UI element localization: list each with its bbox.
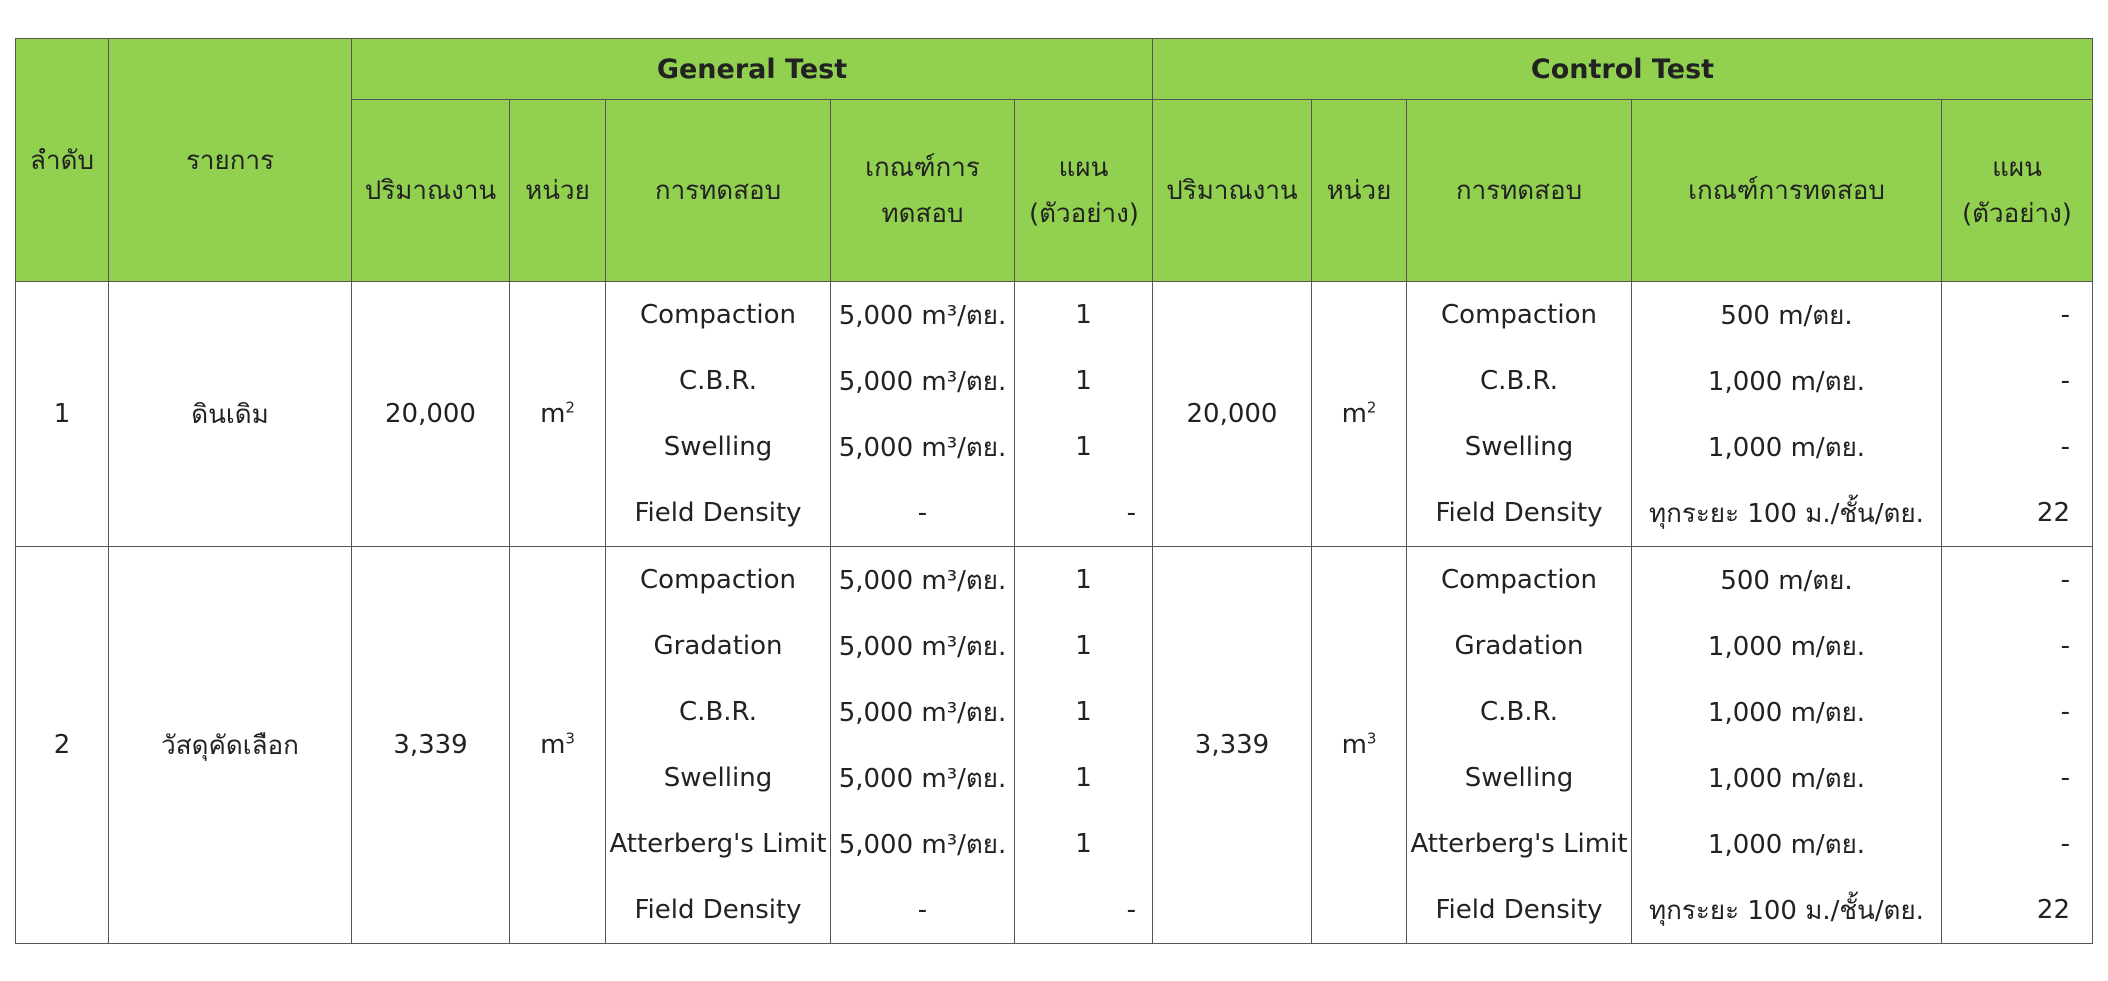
header-item: รายการ [109, 39, 352, 282]
c-criteria-entry: 500 m/ตย. [1720, 300, 1853, 331]
c-criteria-entry: 500 m/ตย. [1720, 565, 1853, 596]
c-test-entry: C.B.R. [1480, 697, 1558, 727]
c-test-entry: Swelling [1464, 432, 1574, 462]
header-c-quantity: ปริมาณงาน [1153, 100, 1312, 282]
unit-exponent: 2 [1366, 398, 1377, 417]
header-g-plan: แผน (ตัวอย่าง) [1015, 100, 1153, 282]
row-no: 2 [16, 547, 109, 944]
unit-base: m [1341, 399, 1367, 429]
c-unit [1312, 282, 1407, 547]
g-plan-entry: 1 [1075, 565, 1092, 595]
table-row [16, 547, 2093, 944]
g-criteria-entry: 5,000 m³/ตย. [838, 300, 1007, 331]
row-no: 1 [16, 282, 109, 547]
g-plan [1015, 282, 1153, 547]
g-quantity: 3,339 [352, 547, 510, 944]
g-unit [510, 282, 606, 547]
g-plan-entry: 1 [1075, 697, 1092, 727]
c-criteria-entry: 1,000 m/ตย. [1707, 697, 1866, 728]
c-criteria [1632, 282, 1942, 547]
c-criteria-entry: ทุกระยะ 100 ม./ชั้น/ตย. [1649, 895, 1924, 926]
g-test-entry: Field Density [634, 498, 802, 528]
c-test-entry: Field Density [1435, 895, 1603, 925]
g-test-entry: Swelling [663, 763, 773, 793]
unit-base: m [540, 730, 566, 760]
c-plan-entry: - [2060, 565, 2070, 595]
g-plan-entry: 1 [1075, 631, 1092, 661]
unit-exponent: 2 [565, 398, 575, 417]
c-quantity: 3,339 [1153, 547, 1312, 944]
header-c-criteria: เกณฑ์การทดสอบ [1632, 100, 1942, 282]
header-g-criteria: เกณฑ์การ ทดสอบ [831, 100, 1015, 282]
g-plan-entry: 1 [1075, 829, 1092, 859]
unit-base: m [1341, 730, 1367, 760]
c-plan-entry: - [2060, 432, 2070, 462]
c-test [1407, 282, 1632, 547]
header-c-unit: หน่วย [1312, 100, 1407, 282]
row-item: ดินเดิม [109, 282, 352, 547]
c-criteria-entry: 1,000 m/ตย. [1707, 366, 1866, 397]
header-general-test: General Test [352, 39, 1153, 100]
unit-exponent: 3 [565, 729, 575, 748]
c-plan-entry: - [2060, 366, 2070, 396]
c-test-entry: Atterberg's Limit [1410, 829, 1628, 859]
g-test [606, 547, 831, 944]
c-plan-entry: - [2060, 763, 2070, 793]
g-test-entry: C.B.R. [679, 366, 757, 396]
c-test-entry: Compaction [1441, 300, 1597, 330]
g-criteria-entry: 5,000 m³/ตย. [838, 829, 1007, 860]
c-test-entry: Compaction [1441, 565, 1597, 595]
c-criteria-entry: 1,000 m/ตย. [1707, 763, 1866, 794]
c-unit [1312, 547, 1407, 944]
g-plan-entry: - [1126, 498, 1136, 528]
header-c-test: การทดสอบ [1407, 100, 1632, 282]
c-plan [1942, 282, 2093, 547]
g-plan-entry: 1 [1075, 300, 1092, 330]
c-criteria-entry: 1,000 m/ตย. [1707, 829, 1866, 860]
g-test-entry: Compaction [640, 300, 796, 330]
c-criteria [1632, 547, 1942, 944]
g-criteria-entry: 5,000 m³/ตย. [838, 565, 1007, 596]
c-plan-entry: - [2060, 631, 2070, 661]
g-plan [1015, 547, 1153, 944]
header-control-test: Control Test [1153, 39, 2093, 100]
g-criteria [831, 547, 1015, 944]
c-plan-entry: 22 [2036, 895, 2070, 925]
table-row [16, 282, 2093, 547]
unit-exponent: 3 [1366, 729, 1377, 748]
g-criteria-entry: - [917, 498, 928, 528]
g-test [606, 282, 831, 547]
g-test-entry: Swelling [663, 432, 773, 462]
c-plan-entry: - [2060, 300, 2070, 330]
c-criteria-entry: 1,000 m/ตย. [1707, 631, 1866, 662]
g-criteria-entry: 5,000 m³/ตย. [838, 366, 1007, 397]
g-quantity: 20,000 [352, 282, 510, 547]
c-test-entry: Swelling [1464, 763, 1574, 793]
c-plan-entry: 22 [2036, 498, 2070, 528]
c-test-entry: Field Density [1435, 498, 1603, 528]
c-quantity: 20,000 [1153, 282, 1312, 547]
g-unit [510, 547, 606, 944]
c-plan [1942, 547, 2093, 944]
c-plan-entry: - [2060, 697, 2070, 727]
c-plan-entry: - [2060, 829, 2070, 859]
c-test [1407, 547, 1632, 944]
g-test-entry: Compaction [640, 565, 796, 595]
g-criteria-entry: 5,000 m³/ตย. [838, 631, 1007, 662]
row-item: วัสดุคัดเลือก [109, 547, 352, 944]
test-plan-table [15, 38, 2093, 944]
c-criteria-entry: ทุกระยะ 100 ม./ชั้น/ตย. [1649, 498, 1924, 529]
header-no: ลำดับ [16, 39, 109, 282]
c-test-entry: Gradation [1454, 631, 1584, 661]
g-plan-entry: 1 [1075, 763, 1092, 793]
g-criteria-entry: - [917, 895, 928, 925]
header-g-quantity: ปริมาณงาน [352, 100, 510, 282]
header-g-unit: หน่วย [510, 100, 606, 282]
header-g-test: การทดสอบ [606, 100, 831, 282]
g-criteria [831, 282, 1015, 547]
g-test-entry: Atterberg's Limit [609, 829, 827, 859]
unit-base: m [540, 399, 566, 429]
g-plan-entry: 1 [1075, 366, 1092, 396]
g-criteria-entry: 5,000 m³/ตย. [838, 697, 1007, 728]
g-criteria-entry: 5,000 m³/ตย. [838, 763, 1007, 794]
c-test-entry: C.B.R. [1480, 366, 1558, 396]
g-plan-entry: 1 [1075, 432, 1092, 462]
g-criteria-entry: 5,000 m³/ตย. [838, 432, 1007, 463]
g-test-entry: C.B.R. [679, 697, 757, 727]
g-test-entry: Field Density [634, 895, 802, 925]
c-criteria-entry: 1,000 m/ตย. [1707, 432, 1866, 463]
g-test-entry: Gradation [653, 631, 783, 661]
header-c-plan: แผน (ตัวอย่าง) [1942, 100, 2093, 282]
g-plan-entry: - [1126, 895, 1136, 925]
